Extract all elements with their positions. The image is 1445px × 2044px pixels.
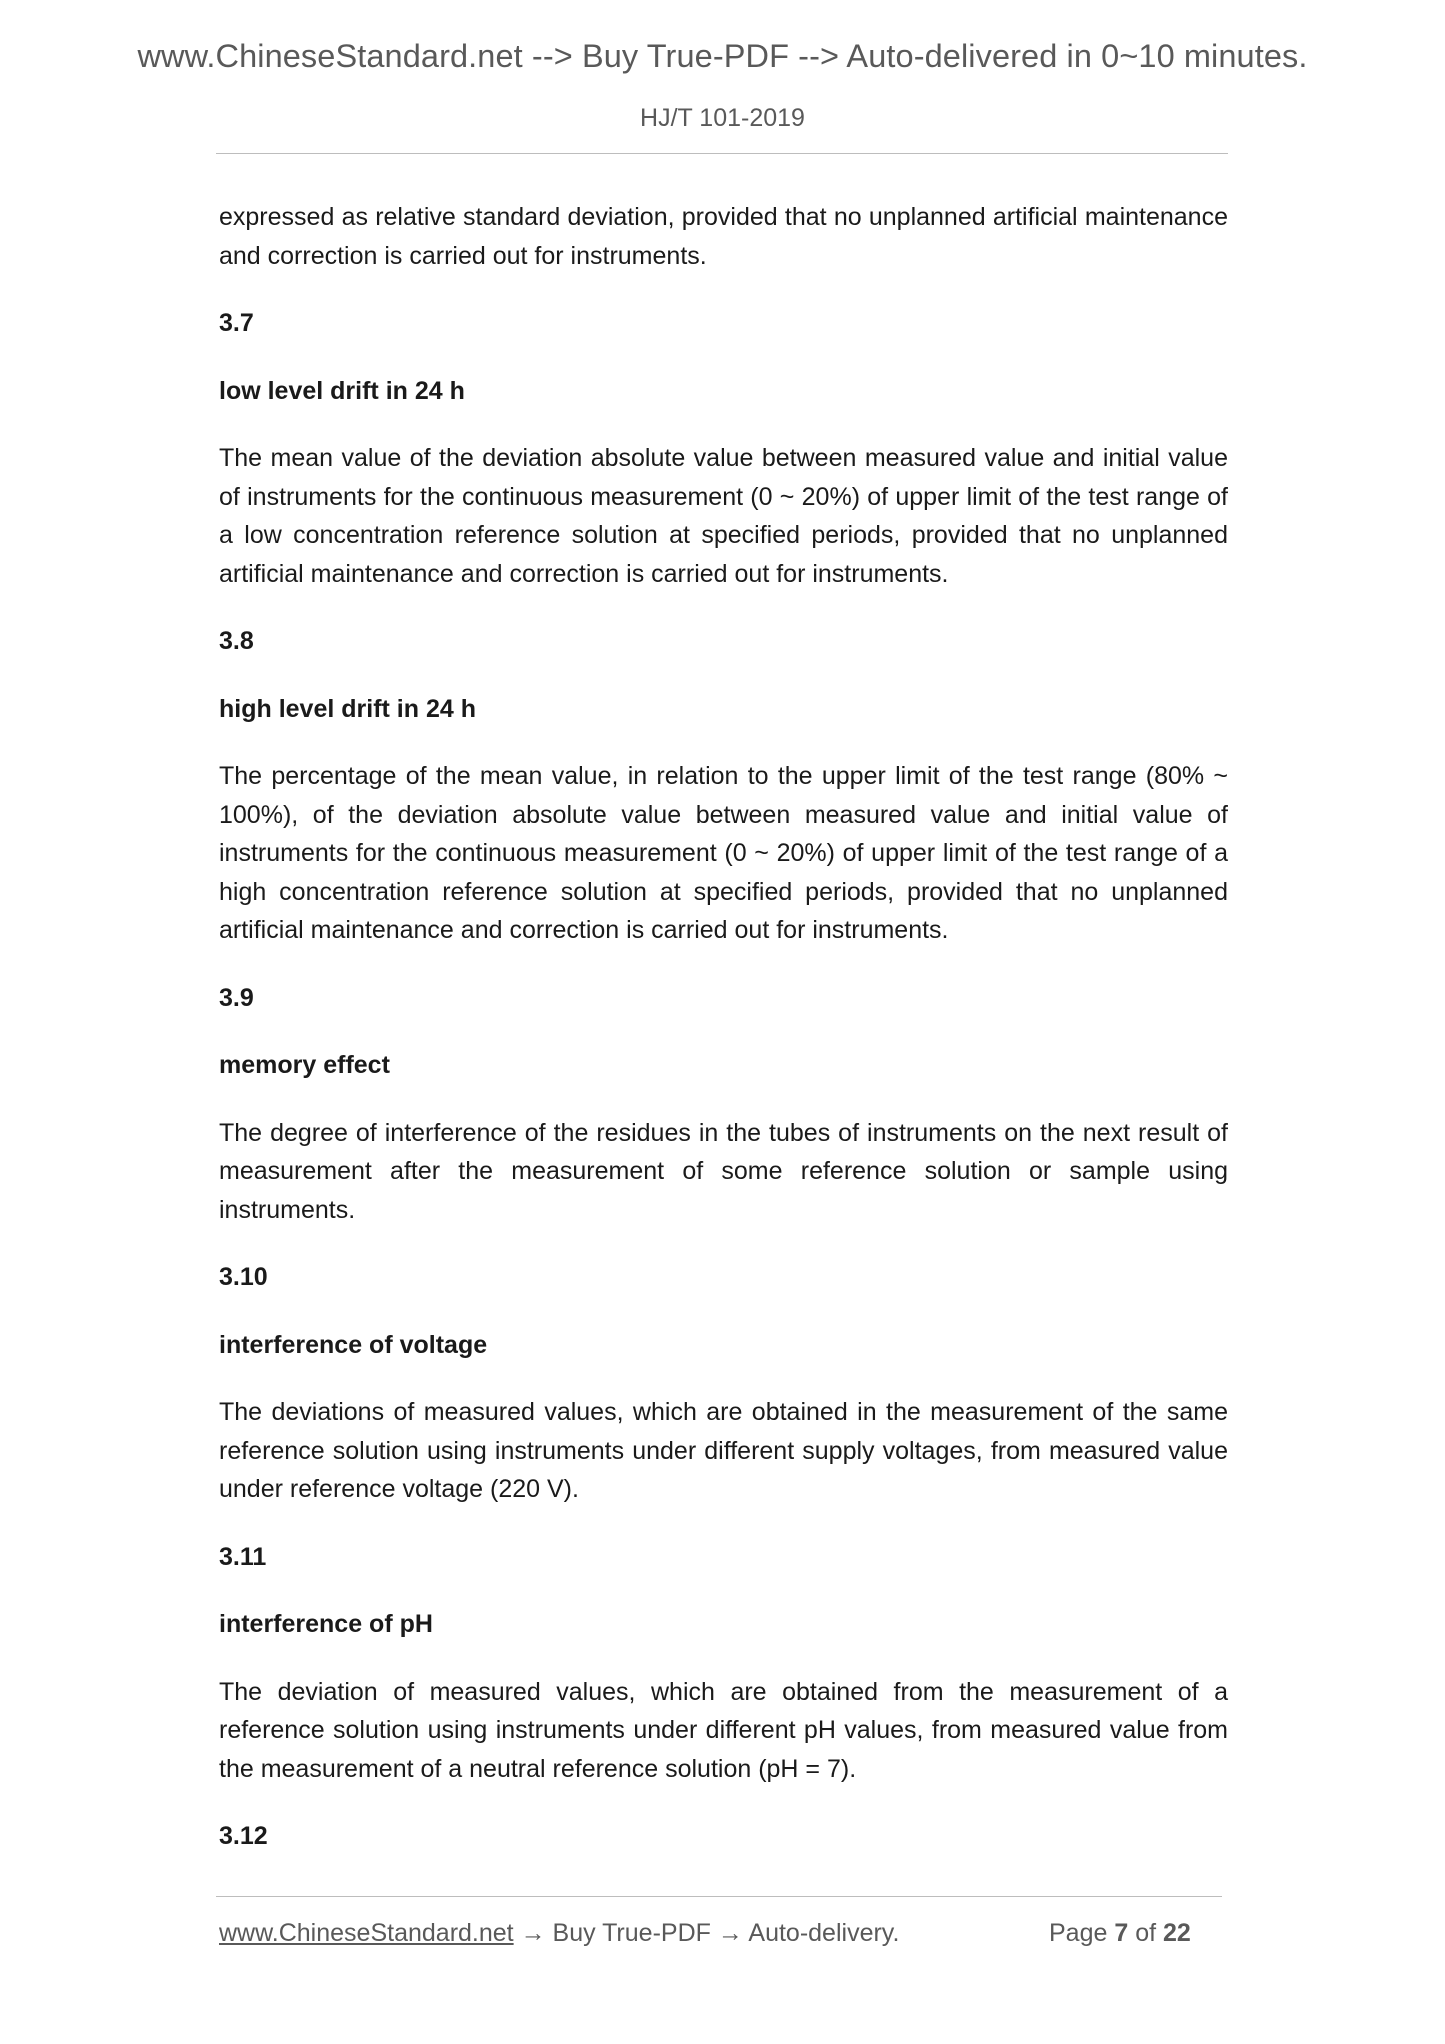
intro-paragraph: expressed as relative standard deviation, provided that no unplanned artificial maintenance and correction is carried out for instruments. — [219, 203, 1228, 270]
footer-divider — [216, 1896, 1222, 1897]
footer-links — [219, 1919, 899, 1948]
clause-term: memory effect — [219, 1051, 390, 1079]
clause-term: low level drift in 24 h — [219, 376, 465, 405]
clause-number: 3.8 — [219, 627, 254, 655]
header-divider — [216, 153, 1228, 154]
of-label: of — [1135, 1919, 1157, 1947]
clause-definition: The mean value of the deviation absolute value between measured value and initial value of instruments for the continuous measurement (0 ~ 20%) of upper limit of the test range of a low concentration reference solution at specified periods, provided that no unplanned artificial maintenance and correction is carried out for instruments. — [219, 444, 1228, 588]
clause-3-7 — [219, 304, 1228, 593]
clause-definition: The deviation of measured values, which are obtained from the measurement of a reference solution using instruments under different pH values, from measured value from the measurement of a neutral reference solution (pH = 7). — [219, 1677, 1228, 1783]
clause-term: interference of pH — [219, 1610, 433, 1638]
total-pages: 22 — [1163, 1919, 1191, 1947]
top-banner: www.ChineseStandard.net --> Buy True-PDF --> Auto-delivered in 0~10 minutes. — [137, 38, 1308, 74]
clause-definition: The degree of interference of the residues in the tubes of instruments on the next result of measurement after the measurement of some reference solution or sample using instruments. — [219, 1118, 1228, 1224]
footer-tagline: → Buy True-PDF → Auto-delivery. — [513, 1919, 900, 1947]
page-content — [219, 198, 1228, 1885]
page-indicator — [1049, 1919, 1191, 1948]
footer-site-link[interactable]: www.ChineseStandard.net — [219, 1919, 514, 1947]
clause-number: 3.7 — [219, 309, 254, 337]
page-number: 7 — [1114, 1919, 1129, 1947]
clause-number: 3.10 — [219, 1263, 268, 1291]
clause-3-10 — [219, 1258, 1228, 1509]
clause-3-9 — [219, 979, 1228, 1230]
clause-number: 3.11 — [219, 1542, 267, 1571]
clause-3-11 — [219, 1538, 1228, 1789]
clause-3-12 — [219, 1817, 1228, 1856]
clause-number: 3.12 — [219, 1822, 268, 1850]
standard-code: HJ/T 101-2019 — [640, 104, 805, 132]
clause-definition: The deviations of measured values, which are obtained in the measurement of the same reference solution using instruments under different supply voltages, from measured value under reference voltage (220 V). — [219, 1398, 1228, 1503]
clause-definition: The percentage of the mean value, in relation to the upper limit of the test range (80% ~ 100%), of the deviation absolute value between measured value and initial value of instruments for the continuous measurement (0 ~ 20%) of upper limit of the test range of a high concentration reference solution at specified periods, provided that no unplanned artificial maintenance and correction is carried out for instruments. — [219, 762, 1228, 944]
page-label: Page — [1049, 1919, 1108, 1947]
clause-term: high level drift in 24 h — [219, 694, 476, 723]
clause-3-8 — [219, 622, 1228, 950]
clause-term: interference of voltage — [219, 1330, 488, 1359]
clause-number: 3.9 — [219, 983, 254, 1012]
